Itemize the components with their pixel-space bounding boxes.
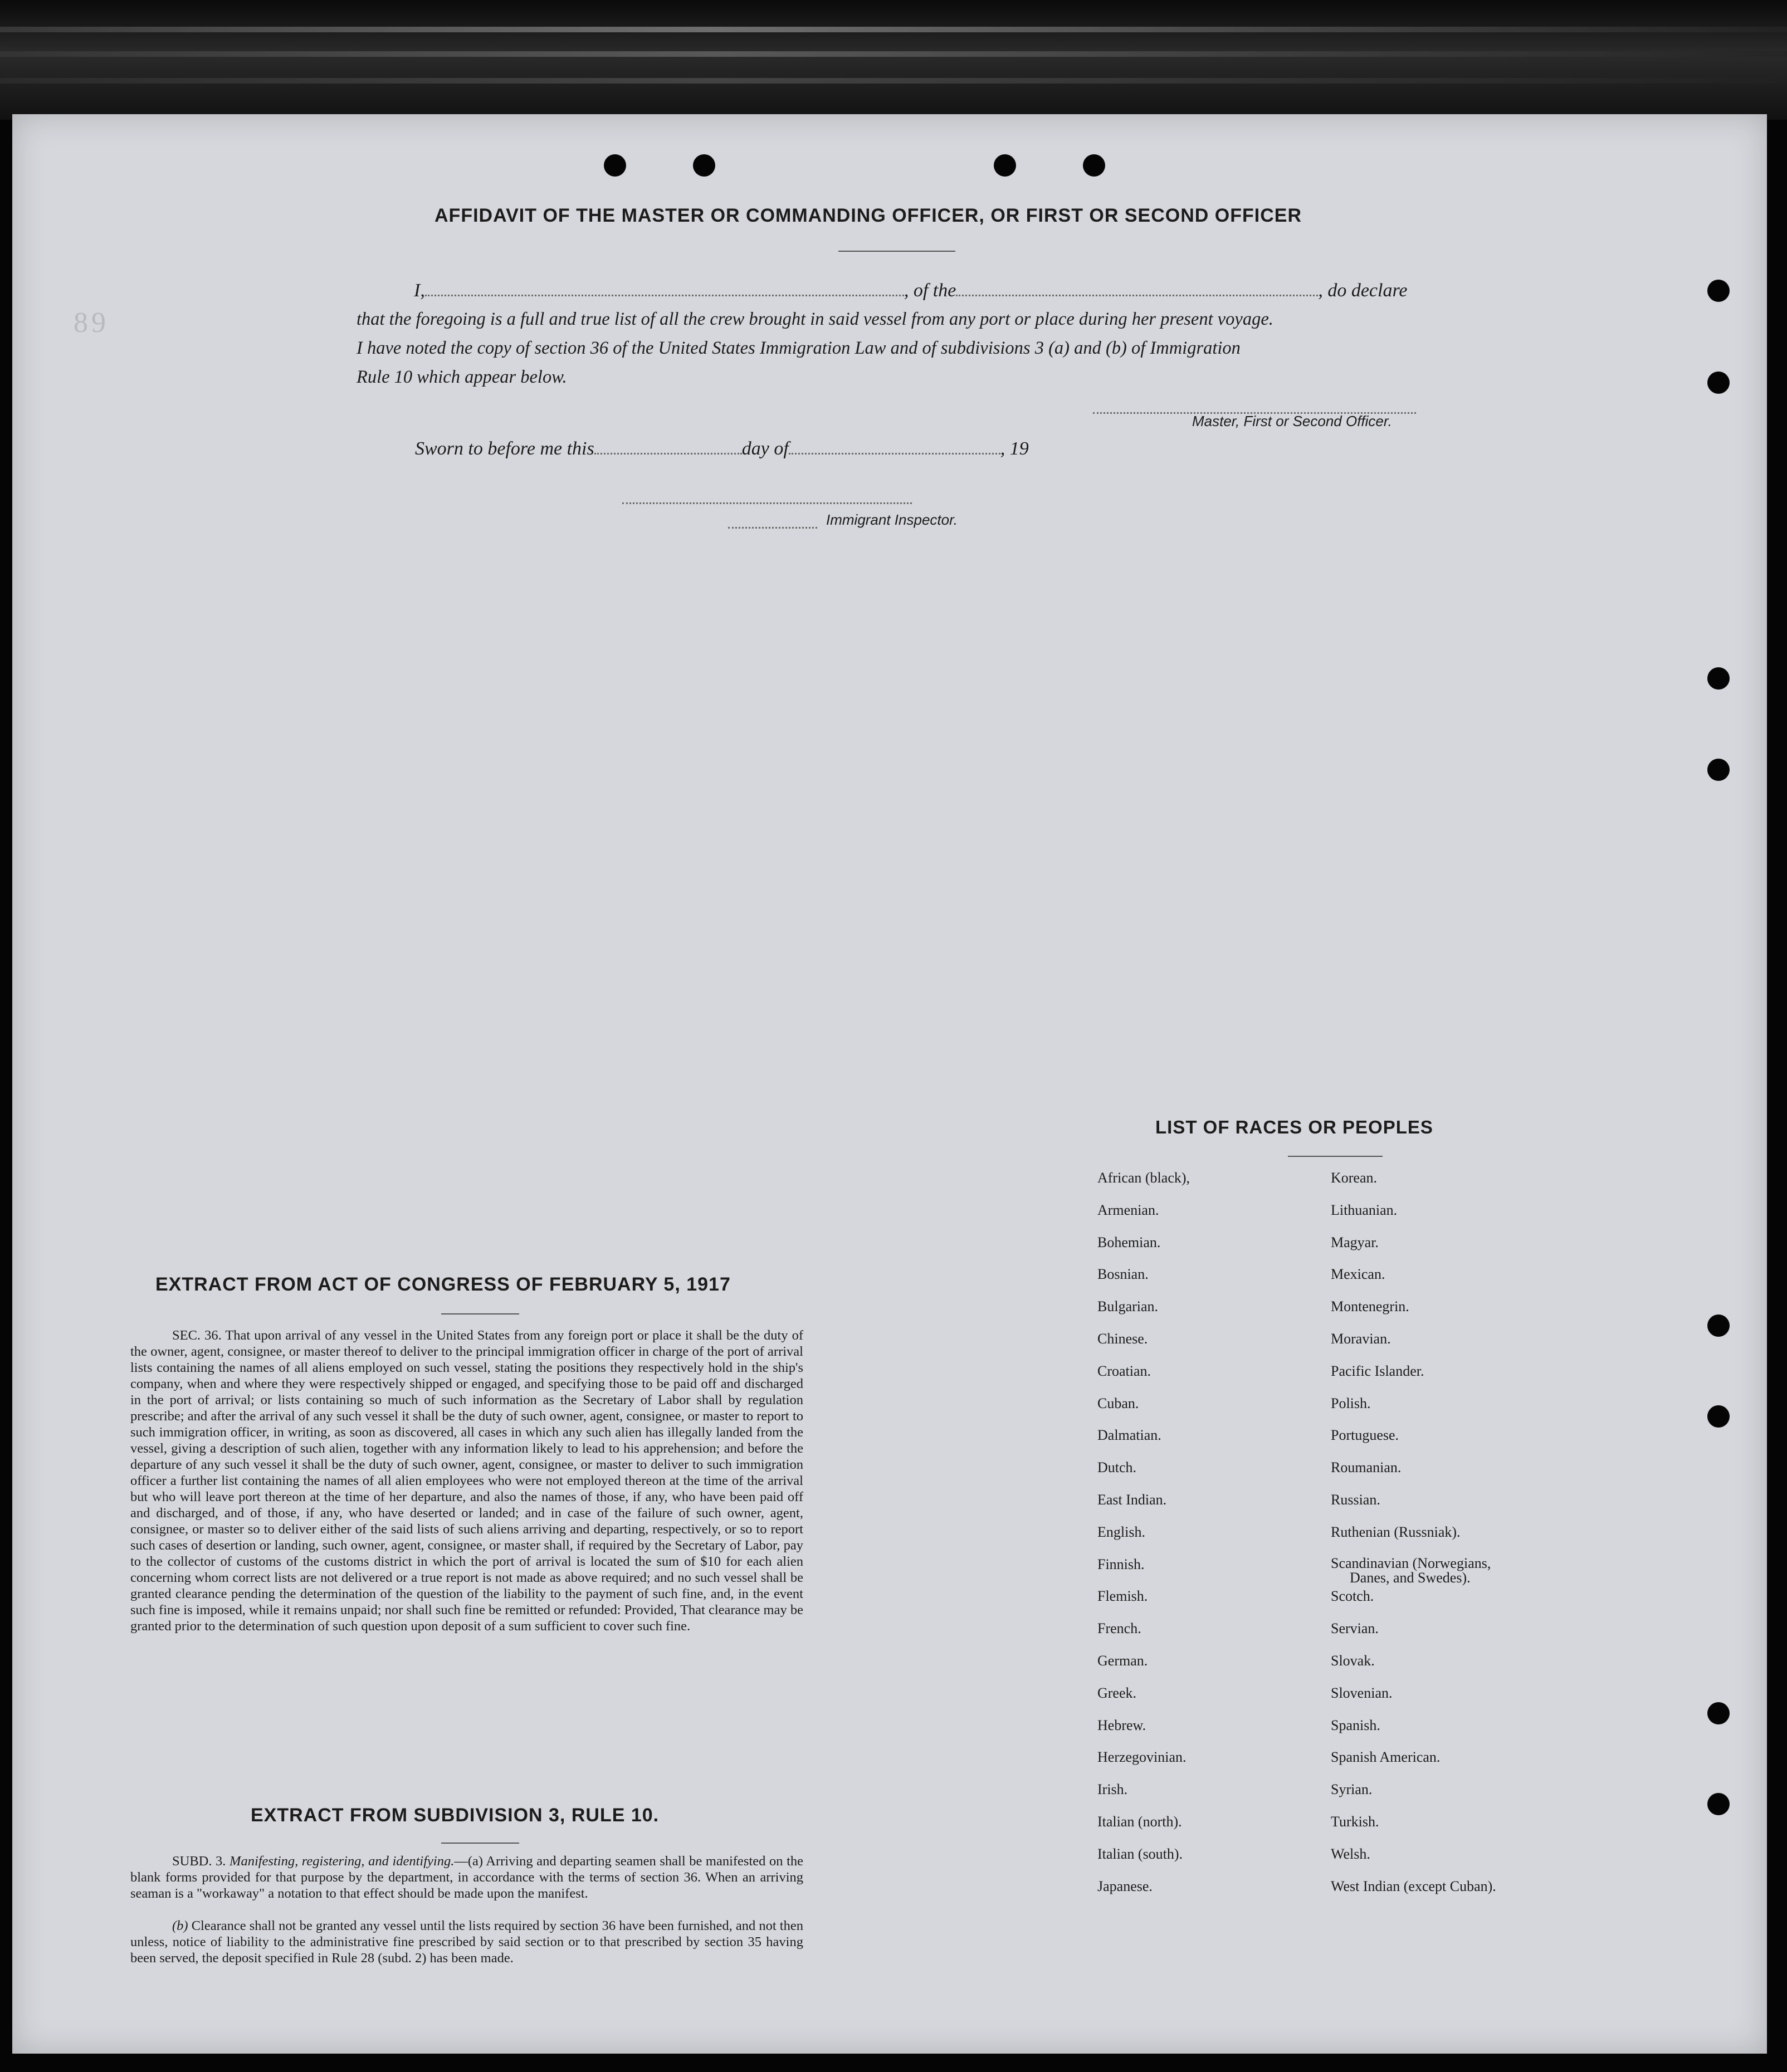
punch-hole bbox=[1707, 1793, 1730, 1815]
race-item: Magyar. bbox=[1331, 1234, 1379, 1250]
race-item: Japanese. bbox=[1097, 1878, 1153, 1894]
subd-3b-text: Clearance shall not be granted any vessel until the lists required by section 36 have been furnished, and not then unless, notice of liability to the administrative fine prescribed by said section or to that prescribed by section 35 having been served, the deposit specified in Rule 28 (subd. 2) has been made. bbox=[130, 1918, 803, 1966]
race-item: Montenegrin. bbox=[1331, 1298, 1409, 1315]
rule-extract-title: EXTRACT FROM SUBDIVISION 3, RULE 10. bbox=[251, 1805, 660, 1826]
sworn-prefix: Sworn to before me this bbox=[415, 438, 594, 459]
race-item: Italian (north). bbox=[1097, 1813, 1182, 1830]
title-divider bbox=[838, 251, 955, 252]
race-item: West Indian (except Cuban). bbox=[1331, 1878, 1496, 1894]
race-item: French. bbox=[1097, 1620, 1141, 1637]
affidavit-line-4: Rule 10 which appear below. bbox=[357, 367, 567, 387]
punch-hole bbox=[1707, 280, 1730, 302]
subd-3b-lead: (b) bbox=[172, 1918, 192, 1933]
race-item: English. bbox=[1097, 1523, 1145, 1540]
paper-crease bbox=[0, 51, 1787, 57]
race-item: Greek. bbox=[1097, 1684, 1137, 1701]
race-item: Bohemian. bbox=[1097, 1234, 1161, 1250]
inspector-label: Immigrant Inspector. bbox=[826, 511, 958, 528]
rule-subdivision-3b bbox=[130, 1918, 803, 1966]
punch-hole bbox=[1707, 667, 1730, 690]
race-item: Russian. bbox=[1331, 1491, 1380, 1508]
race-item: Polish. bbox=[1331, 1395, 1371, 1411]
inspector-signature-field bbox=[622, 497, 912, 507]
race-item: Bosnian. bbox=[1097, 1266, 1149, 1283]
vessel-name-field bbox=[956, 295, 1318, 296]
scanner-top-edge bbox=[0, 0, 1787, 120]
punch-hole bbox=[1707, 1405, 1730, 1428]
race-item: East Indian. bbox=[1097, 1491, 1167, 1508]
race-item: Mexican. bbox=[1331, 1266, 1385, 1283]
declarant-prefix: I, bbox=[414, 280, 425, 301]
sworn-line bbox=[415, 438, 1029, 460]
race-item: Finnish. bbox=[1097, 1556, 1145, 1572]
race-item: Ruthenian (Russniak). bbox=[1331, 1523, 1461, 1540]
punch-hole bbox=[693, 154, 715, 177]
punch-hole bbox=[1707, 1702, 1730, 1724]
act-title-divider bbox=[441, 1313, 519, 1314]
punch-hole bbox=[1083, 154, 1105, 177]
declarant-name-field bbox=[425, 295, 904, 296]
races-title-divider bbox=[1288, 1156, 1383, 1157]
year-label: , 19 bbox=[1000, 438, 1029, 459]
race-item: Herzegovinian. bbox=[1097, 1749, 1187, 1766]
rule-title-divider bbox=[441, 1843, 519, 1844]
race-item: Slovak. bbox=[1331, 1652, 1375, 1669]
act-section-36-text: SEC. 36. That upon arrival of any vessel in the United States from any foreign port or place it shall be the duty of the owner, agent, consignee, or master thereof to deliver to the principal immigration officer in charge of the port of arrival lists containing the names of all aliens employed on such vessel, stating the positions they respectively hold in the ship's company, when and where they were respectively shipped or engaged, and specifying those to be paid off and discharged in the port of arrival; or lists containing so much of such information as the Secretary of Labor shall by regulation prescribe; and after the arrival of any such vessel it shall be the duty of such owner, agent, consignee, or master to report to such immigration officer, in writing, as soon as discovered, all cases in which any such alien has illegally landed from the vessel, giving a description of such alien, together with any information likely to lead to his apprehension; and before the departure of any such vessel it shall be the duty of such owner, agent, consignee, or master to deliver to such immigration officer a further list containing the names of all alien employees who were not employed thereon at the time of the arrival but who will leave port thereon at the time of her departure, and also the names of those, if any, who have been paid off and discharged, and of those, if any, who have deserted or landed; and in case of the failure of such owner, agent, consignee, or master so to deliver either of the said lists of such aliens arriving and departing, respectively, or so to report such cases of desertion or landing, such owner, agent, consignee, or master shall, if required by the Secretary of Labor, pay to the collector of customs of the customs district in which the port of arrival is located the sum of $10 for each alien concerning whom correct lists are not delivered or a true report is not made as above required; and no such vessel shall be granted clearance pending the determination of the question of the liability to the payment of such fine, and, in the event such fine is imposed, while it remains unpaid; nor shall such fine be remitted or refunded: Provided, That clearance may be granted prior to the determination of such question upon deposit of a sum sufficient to cover such fine. bbox=[130, 1328, 803, 1634]
race-item: Italian (south). bbox=[1097, 1845, 1183, 1862]
race-item: Dalmatian. bbox=[1097, 1427, 1161, 1444]
race-item: Slovenian. bbox=[1331, 1684, 1393, 1701]
sworn-month-field bbox=[789, 453, 1000, 455]
races-list-title: LIST OF RACES OR PEOPLES bbox=[1155, 1117, 1433, 1137]
race-item: Croatian. bbox=[1097, 1362, 1151, 1379]
race-item: Servian. bbox=[1331, 1620, 1379, 1637]
punch-hole bbox=[994, 154, 1016, 177]
affidavit-line-3: I have noted the copy of section 36 of the United States Immigration Law and of subdivisions 3 (a) and (b) of Immigration bbox=[357, 338, 1241, 358]
rule-subdivision-3a bbox=[130, 1853, 803, 1902]
affidavit-line-2: that the foregoing is a full and true list of all the crew brought in said vessel from any port or place during her present voyage. bbox=[357, 309, 1273, 329]
subd-3a-text: —(a) Arriving and departing seamen shall be manifested on the blank forms provided for that purpose by the department, in accordance with the terms of section 36. When an arriving seaman is a "workaway" a notation to that effect should be made upon the manifest. bbox=[130, 1854, 804, 1901]
race-item: Turkish. bbox=[1331, 1813, 1379, 1830]
race-item: Bulgarian. bbox=[1097, 1298, 1159, 1315]
race-item: Cuban. bbox=[1097, 1395, 1139, 1411]
race-item: Moravian. bbox=[1331, 1330, 1391, 1347]
race-item: Syrian. bbox=[1331, 1781, 1373, 1798]
document-page bbox=[12, 114, 1767, 2054]
race-item: Roumanian. bbox=[1331, 1459, 1402, 1476]
do-declare-label: , do declare bbox=[1318, 280, 1408, 301]
punch-hole bbox=[1707, 1314, 1730, 1337]
day-of-label: day of bbox=[741, 438, 789, 459]
race-item: Korean. bbox=[1331, 1170, 1378, 1186]
race-item bbox=[1331, 1556, 1496, 1589]
races-left-column bbox=[1097, 1170, 1190, 1910]
race-item: Spanish. bbox=[1331, 1717, 1380, 1733]
race-item: African (black), bbox=[1097, 1170, 1190, 1186]
inspector-dots bbox=[728, 521, 817, 531]
subd-3-lead: SUBD. 3. bbox=[172, 1854, 230, 1869]
race-item: Portuguese. bbox=[1331, 1427, 1399, 1444]
race-item-scandinavian-cont: Danes, and Swedes). bbox=[1350, 1569, 1471, 1586]
of-the-label: , of the bbox=[904, 280, 956, 301]
punch-hole bbox=[1707, 759, 1730, 781]
race-item: Armenian. bbox=[1097, 1201, 1159, 1218]
punch-hole bbox=[1707, 372, 1730, 394]
act-extract-title: EXTRACT FROM ACT OF CONGRESS OF FEBRUARY 5, 1917 bbox=[155, 1274, 731, 1295]
race-item: Lithuanian. bbox=[1331, 1201, 1398, 1218]
race-item: German. bbox=[1097, 1652, 1148, 1669]
subd-3-heading: Manifesting, registering, and identifying. bbox=[230, 1854, 455, 1869]
master-signature-label: Master, First or Second Officer. bbox=[1192, 413, 1392, 429]
races-right-column bbox=[1331, 1170, 1496, 1910]
affidavit-title: AFFIDAVIT OF THE MASTER OR COMMANDING OFFICER, OR FIRST OR SECOND OFFICER bbox=[434, 205, 1302, 226]
race-item-scandinavian: Scandinavian (Norwegians, bbox=[1331, 1555, 1491, 1571]
race-item: Irish. bbox=[1097, 1781, 1128, 1798]
paper-crease bbox=[0, 27, 1787, 32]
race-item: Welsh. bbox=[1331, 1845, 1370, 1862]
race-item: Spanish American. bbox=[1331, 1749, 1441, 1766]
sworn-day-field bbox=[594, 453, 742, 455]
margin-mark: 89 bbox=[74, 307, 109, 339]
race-item: Dutch. bbox=[1097, 1459, 1137, 1476]
race-item: Scotch. bbox=[1331, 1588, 1374, 1605]
race-item: Hebrew. bbox=[1097, 1717, 1146, 1733]
race-item: Flemish. bbox=[1097, 1588, 1148, 1605]
punch-hole bbox=[604, 154, 626, 177]
race-item: Pacific Islander. bbox=[1331, 1362, 1424, 1379]
paper-crease bbox=[0, 78, 1787, 84]
affidavit-declaration-line bbox=[414, 280, 1408, 301]
race-item: Chinese. bbox=[1097, 1330, 1148, 1347]
